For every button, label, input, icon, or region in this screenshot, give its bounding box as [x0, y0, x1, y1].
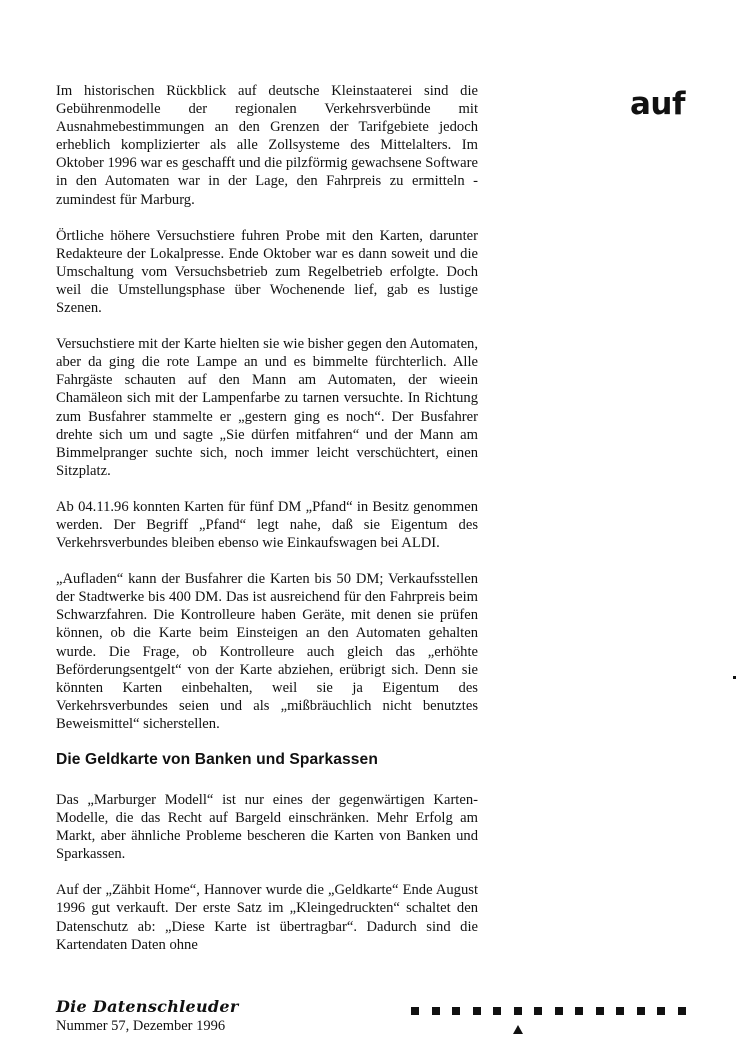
page-square-icon [596, 1007, 604, 1015]
current-page-marker-icon [513, 1025, 523, 1034]
article-column [56, 82, 478, 954]
page-square-icon [514, 1007, 522, 1015]
paragraph: „Aufladen“ kann der Busfahrer die Karten bis 50 DM; Verkaufsstellen der Stadtwerke bis 400 DM. Das ist ausreichend für den Fahrpreis beim Schwarzfahren. Die Kontrolleure haben Geräte, mit denen sie prüfen können, ob die Karte beim Einsteigen an den Automaten gehalten wurde. Die Frage, ob Kontrolleure auch gleich das „erhöhte Beförderungsentgelt“ von der Karte abziehen, erübrigt sich. Denn sie könnten Karten einbehalten, weil sie ja Eigentum des Verkehrsverbundes seien und als „mißbräuchlich nicht benutztes Beweismittel“ sicherstellen. [56, 571, 478, 732]
page-square-icon [555, 1007, 563, 1015]
paragraph: Örtliche höhere Versuchstiere fuhren Probe mit den Karten, darunter Redakteure der Lokalpresse. Ende Oktober war es dann soweit und die Umschaltung vom Versuchsbetrieb zum Regelbetrieb erfolgte. Doch weil die Umstellungsphase über Wochenende lief, gab es lustige Szenen. [56, 227, 478, 317]
paragraph: Versuchstiere mit der Karte hielten sie wie bisher gegen den Automaten, aber da ging die rote Lampe an und es bimmelte fürchterlich. Alle Fahrgäste schauten auf den Mann am Automaten, der wieein Chamäleon sich mit der Lampenfarbe zu tarnen versuchte. In Richtung zum Busfahrer stammelte er „gestern ging es noch“. Der Busfahrer drehte sich um und sagte „Sie dürfen mitfahren“ und der Mann am Bimmelpranger suchte sich, noch immer leicht verschüchtert, einen Sitzplatz. [56, 336, 478, 479]
page-square-icon [575, 1007, 583, 1015]
page-square-icon [637, 1007, 645, 1015]
section-heading: Die Geldkarte von Banken und Sparkassen [56, 751, 378, 768]
page-square-icon [493, 1007, 501, 1015]
footer-publication-title: Die Datenschleuder [56, 997, 239, 1016]
edge-mark [733, 676, 736, 679]
page-square-icon [452, 1007, 460, 1015]
page-square-icon [616, 1007, 624, 1015]
page-square-icon [657, 1007, 665, 1015]
paragraph: Auf der „Zähbit Home“, Hannover wurde die „Geldkarte“ Ende August 1996 gut verkauft. Der erste Satz im „Kleingedruckten“ schaltet den Datenschutz ab: „Diese Karte ist übertragbar“. Dadurch sind die Kartendaten Daten ohne [56, 882, 478, 953]
paragraph: Ab 04.11.96 konnten Karten für fünf DM „Pfand“ in Besitz genommen werden. Der Begriff „Pfand“ legt nahe, daß sie Eigentum des Verkehrsverbundes bleiben ebenso wie Einkaufswagen bei ALDI. [56, 498, 478, 552]
paragraph: Das „Marburger Modell“ ist nur eines der gegenwärtigen Karten-Modelle, die das Recht auf Bargeld einschränken. Mehr Erfolg am Markt, aber ähnliche Probleme bescheren die Karten von Banken und Sparkassen. [56, 792, 478, 863]
page-square-icon [473, 1007, 481, 1015]
page-square-icon [432, 1007, 440, 1015]
footer-issue-label: Nummer 57, Dezember 1996 [56, 1018, 226, 1034]
paragraph: Im historischen Rückblick auf deutsche Kleinstaaterei sind die Gebührenmodelle der regionalen Verkehrsverbünde mit Ausnahmebestimmungen an den Grenzen der Tarifgebiete jedoch erheblich komplizierter als alle Zollsysteme des Mittelalters. Im Oktober 1996 war es geschafft und die pilzförmig gewachsene Software in den Automaten war in der Lage, den Fahrpreis zu ermitteln - zumindest für Marburg. [56, 83, 478, 208]
page-indicator [411, 1007, 686, 1017]
page-square-icon [411, 1007, 419, 1015]
page-square-icon [678, 1007, 686, 1015]
side-word: auf [630, 86, 685, 122]
page-square-icon [534, 1007, 542, 1015]
